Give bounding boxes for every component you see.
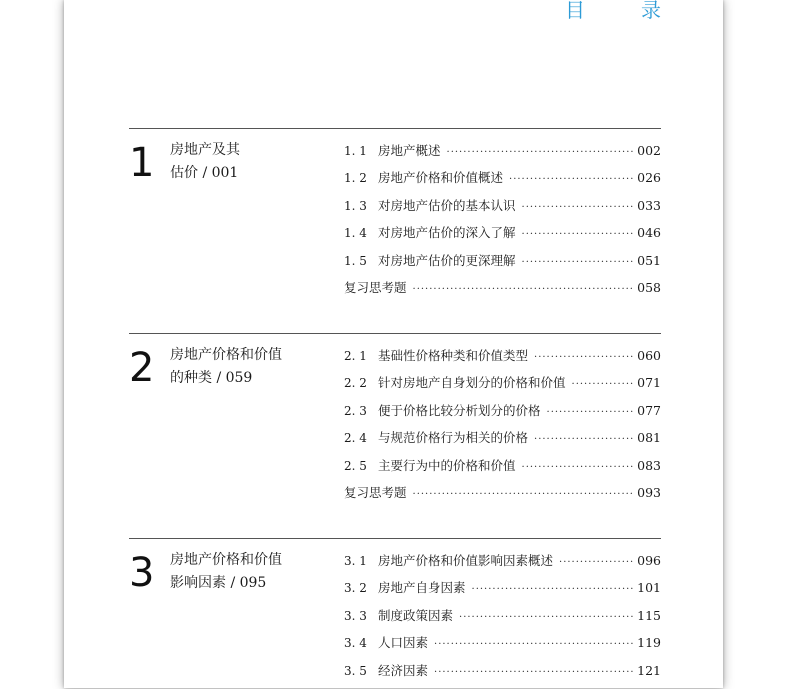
dot-leader bbox=[547, 407, 634, 418]
page-number: 077 bbox=[637, 402, 661, 418]
page-number: 026 bbox=[637, 170, 661, 186]
section-title: 对房地产估价的基本认识 bbox=[378, 197, 516, 213]
section-list bbox=[344, 141, 661, 305]
page-number: 051 bbox=[637, 252, 661, 268]
chapter-number: 3 bbox=[129, 550, 155, 596]
section-title: 经济因素 bbox=[378, 662, 429, 678]
section-title: 与规范价格行为相关的价格 bbox=[378, 430, 529, 446]
chapter-section-1 bbox=[129, 128, 661, 334]
page-number: 119 bbox=[637, 635, 661, 651]
section-number: 3. 2 bbox=[344, 581, 367, 596]
page-number: 046 bbox=[637, 225, 661, 241]
section-number: 1. 4 bbox=[344, 226, 367, 241]
chapter-title-line: 估价 / 001 bbox=[170, 165, 239, 181]
toc-entry[interactable] bbox=[344, 551, 661, 578]
chapter-title-line: 房地产价格和价值 bbox=[170, 552, 282, 568]
page-number: 081 bbox=[637, 430, 661, 446]
chapter-number: 1 bbox=[129, 140, 155, 186]
section-number: 2. 3 bbox=[344, 403, 367, 418]
section-number: 1. 1 bbox=[344, 144, 367, 158]
section-number: 1. 5 bbox=[344, 253, 367, 268]
section-number: 3. 1 bbox=[344, 554, 367, 568]
toc-entry[interactable] bbox=[344, 578, 661, 605]
dot-leader bbox=[559, 557, 633, 568]
section-list bbox=[344, 551, 661, 688]
section-title: 针对房地产自身划分的价格和价值 bbox=[378, 375, 566, 391]
section-title: 房地产价格和价值影响因素概述 bbox=[378, 553, 554, 568]
dot-leader bbox=[522, 462, 634, 473]
section-number: 2. 2 bbox=[344, 376, 367, 391]
toc-entry[interactable] bbox=[344, 373, 661, 400]
dot-leader bbox=[434, 667, 633, 678]
dot-leader bbox=[434, 639, 633, 650]
dot-leader bbox=[472, 584, 634, 595]
page-number: 096 bbox=[637, 553, 661, 568]
page-number: 083 bbox=[637, 457, 661, 473]
dot-leader bbox=[413, 489, 634, 500]
chapter-title-line: 房地产价格和价值 bbox=[170, 347, 282, 363]
chapter-title bbox=[170, 549, 310, 595]
toc-entry[interactable] bbox=[344, 401, 661, 428]
chapter-title bbox=[170, 344, 310, 390]
chapter-section-2 bbox=[129, 333, 661, 539]
chapter-title bbox=[170, 139, 310, 185]
toc-entry[interactable] bbox=[344, 251, 661, 278]
section-number: 2. 5 bbox=[344, 458, 367, 473]
dot-leader bbox=[509, 174, 633, 185]
section-number: 3. 3 bbox=[344, 608, 367, 623]
page-number: 121 bbox=[637, 662, 661, 678]
page-number: 002 bbox=[637, 143, 661, 158]
page-number: 060 bbox=[637, 348, 661, 363]
toc-entry[interactable] bbox=[344, 196, 661, 223]
toc-entry[interactable] bbox=[344, 346, 661, 373]
toc-entry[interactable] bbox=[344, 606, 661, 633]
book-page bbox=[64, 0, 723, 688]
dot-leader bbox=[447, 147, 634, 158]
page-number: 101 bbox=[637, 580, 661, 596]
section-title: 便于价格比较分析划分的价格 bbox=[378, 402, 541, 418]
section-title: 复习思考题 bbox=[344, 484, 407, 500]
section-number: 1. 2 bbox=[344, 171, 367, 186]
dot-leader bbox=[522, 257, 634, 268]
page-number: 115 bbox=[637, 607, 661, 623]
section-title: 房地产价格和价值概述 bbox=[378, 170, 504, 186]
toc-entry[interactable] bbox=[344, 661, 661, 688]
toc-entry-review[interactable] bbox=[344, 483, 661, 510]
section-number: 2. 1 bbox=[344, 349, 367, 363]
dot-leader bbox=[534, 352, 633, 363]
chapter-title-line: 房地产及其 bbox=[170, 142, 240, 158]
chapter-section-3 bbox=[129, 538, 661, 689]
dot-leader bbox=[534, 434, 633, 445]
page-title: 目 录 bbox=[565, 0, 679, 22]
toc-entry[interactable] bbox=[344, 428, 661, 455]
section-title: 基础性价格种类和价值类型 bbox=[378, 348, 529, 363]
chapter-title-line: 的种类 / 059 bbox=[170, 370, 253, 386]
toc-entry[interactable] bbox=[344, 223, 661, 250]
toc-entry[interactable] bbox=[344, 141, 661, 168]
section-title: 人口因素 bbox=[378, 635, 429, 651]
dot-leader bbox=[522, 229, 634, 240]
page-number: 033 bbox=[637, 197, 661, 213]
dot-leader bbox=[572, 379, 634, 390]
section-title: 制度政策因素 bbox=[378, 607, 454, 623]
section-number: 3. 4 bbox=[344, 636, 367, 651]
section-number: 3. 5 bbox=[344, 663, 367, 678]
page-number: 093 bbox=[637, 484, 661, 500]
section-title: 房地产概述 bbox=[378, 143, 441, 158]
section-title: 对房地产估价的更深理解 bbox=[378, 252, 516, 268]
section-number: 2. 4 bbox=[344, 431, 367, 446]
section-number: 1. 3 bbox=[344, 198, 367, 213]
section-title: 复习思考题 bbox=[344, 279, 407, 295]
toc-entry[interactable] bbox=[344, 168, 661, 195]
dot-leader bbox=[459, 612, 633, 623]
chapter-title-line: 影响因素 / 095 bbox=[170, 575, 267, 591]
dot-leader bbox=[413, 284, 634, 295]
toc-entry[interactable] bbox=[344, 456, 661, 483]
section-title: 主要行为中的价格和价值 bbox=[378, 457, 516, 473]
toc-entry[interactable] bbox=[344, 633, 661, 660]
toc-entry-review[interactable] bbox=[344, 278, 661, 305]
chapter-number: 2 bbox=[129, 345, 155, 391]
section-title: 对房地产估价的深入了解 bbox=[378, 225, 516, 241]
section-title: 房地产自身因素 bbox=[378, 580, 466, 596]
section-list bbox=[344, 346, 661, 510]
dot-leader bbox=[522, 202, 634, 213]
page-number: 058 bbox=[637, 279, 661, 295]
page-number: 071 bbox=[637, 375, 661, 391]
